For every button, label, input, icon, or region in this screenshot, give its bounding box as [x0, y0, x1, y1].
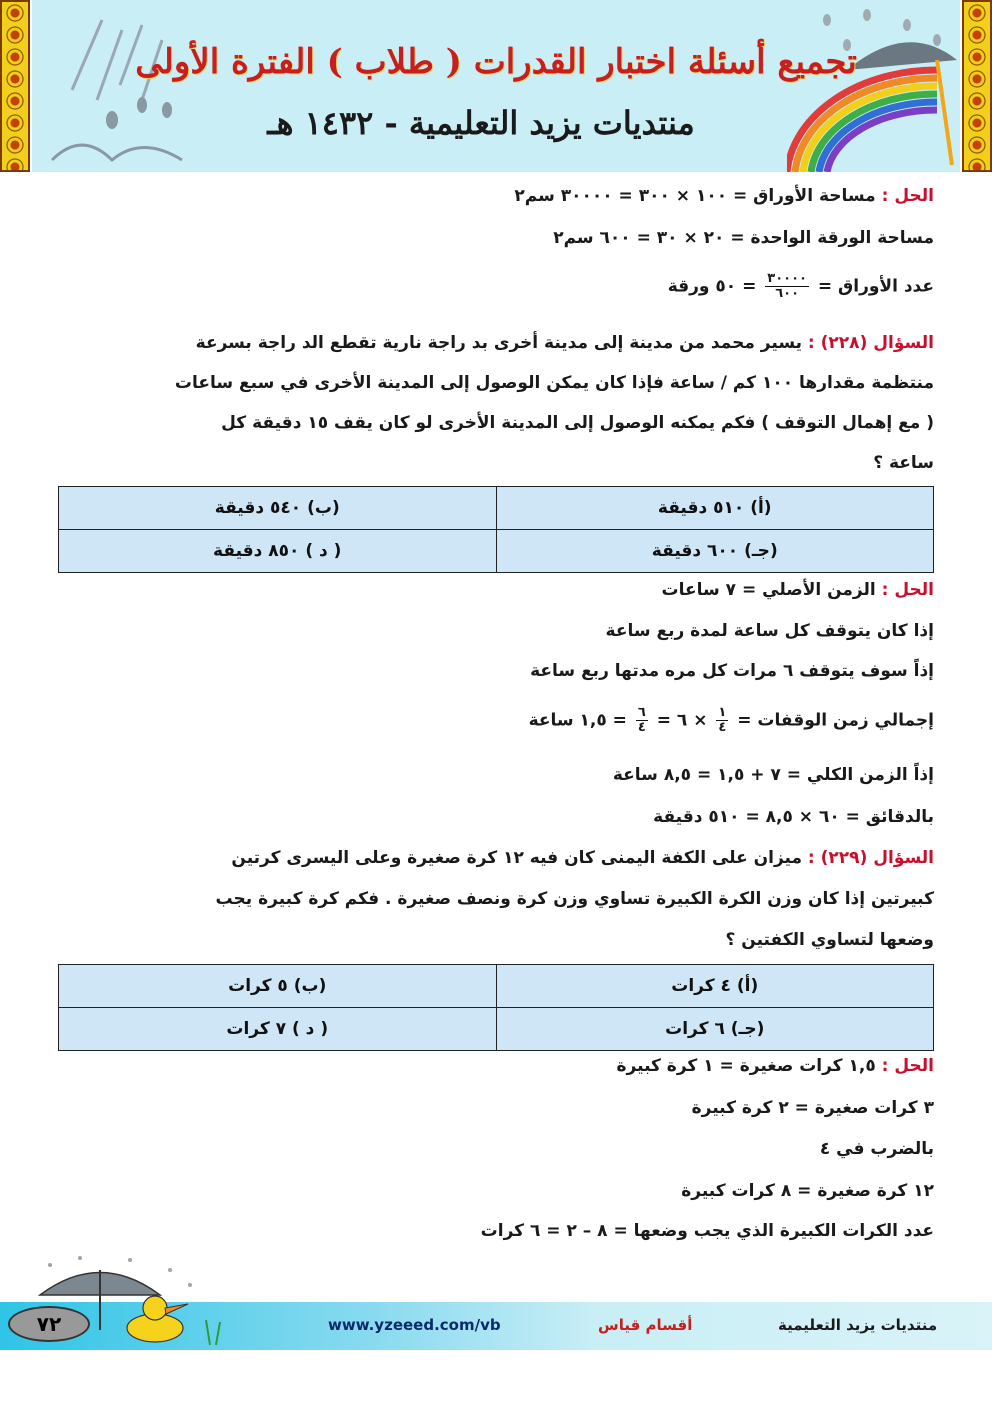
question-label: السؤال (٢٢٨) :: [807, 333, 934, 353]
fraction: $\frac{٣٠٠٠٠}{٦٠٠}$: [767, 271, 807, 301]
solution-line: الحل : ١,٥ كرات صغيرة = ١ كرة كبيرة: [616, 1056, 934, 1076]
solution-line: عدد الأوراق = $\frac{٣٠٠٠٠}{٦٠٠}$ = ٥٠ ورقة: [667, 271, 934, 301]
page-title: تجميع أسئلة اختبار القدرات ( طلاب ) الفترة الأولى: [135, 42, 857, 82]
footer-section-label: أقسام قياس: [598, 1316, 693, 1334]
question-line: منتظمة مقدارها ١٠٠ كم / ساعة فإذا كان يمكن الوصول إلى المدينة الأخرى في سبع ساعات: [174, 373, 934, 393]
rainbow-umbrella-icon: [787, 0, 957, 172]
solution-label: الحل :: [881, 186, 934, 206]
fraction: $\frac{٦}{٤}$: [637, 705, 646, 735]
question-label: السؤال (٢٢٩) :: [807, 848, 934, 868]
header-banner: [32, 0, 960, 172]
option-c[interactable]: (جـ) ٦٠٠ دقيقة: [496, 530, 934, 573]
solution-line: ٣ كرات صغيرة = ٢ كرة كبيرة: [691, 1098, 934, 1118]
solution-line: الحل : مساحة الأوراق = ١٠٠ × ٣٠٠ = ٣٠٠٠٠ سم٢: [514, 186, 934, 206]
solution-line: الحل : الزمن الأصلي = ٧ ساعات: [661, 580, 934, 600]
option-d[interactable]: ( د ) ٧ كرات: [59, 1008, 497, 1051]
option-b[interactable]: (ب) ٥٤٠ دقيقة: [59, 487, 497, 530]
question-line: السؤال (٢٢٨) : يسير محمد من مدينة إلى مدينة أخرى بد راجة نارية تقطع الد راجة بسرعة: [195, 333, 934, 353]
page-header: [0, 0, 992, 180]
rain-splash-icon: [42, 10, 192, 170]
answer-options-table: [58, 486, 934, 573]
solution-line: ١٢ كرة صغيرة = ٨ كرات كبيرة: [681, 1181, 934, 1201]
solution-line: عدد الكرات الكبيرة الذي يجب وضعها = ٨ – ٢ = ٦ كرات: [480, 1221, 934, 1241]
fraction: $\frac{١}{٤}$: [718, 705, 727, 735]
solution-line: بالضرب في ٤: [819, 1139, 934, 1159]
question-line: كبيرتين إذا كان وزن الكرة الكبيرة تساوي وزن كرة ونصف صغيرة . فكم كرة كبيرة يجب: [215, 889, 934, 909]
solution-line: بالدقائق = ٦٠ × ٨,٥ = ٥١٠ دقيقة: [653, 807, 934, 827]
site-url-link[interactable]: www.yzeeed.com/vb: [328, 1316, 501, 1334]
solution-label: الحل :: [881, 580, 934, 600]
option-a[interactable]: (أ) ٥١٠ دقيقة: [496, 487, 934, 530]
solution-line: إذاً سوف يتوقف ٦ مرات كل مره مدتها ربع ساعة: [530, 661, 934, 681]
left-ornament-border: [0, 0, 30, 172]
solution-label: الحل :: [881, 1056, 934, 1076]
question-line: السؤال (٢٢٩) : ميزان على الكفة اليمنى كان فيه ١٢ كرة صغيرة وعلى اليسرى كرتين: [231, 848, 934, 868]
footer-forum-name: منتديات يزيد التعليمية: [778, 1316, 938, 1334]
question-line: ( مع إهمال التوقف ) فكم يمكنه الوصول إلى المدينة الأخرى لو كان يقف ١٥ دقيقة كل: [221, 413, 934, 433]
solution-line: إجمالي زمن الوقفات = $\frac{١}{٤}$ × ٦ = $\frac{٦}{٤}$ = ١,٥ ساعة: [528, 705, 934, 735]
solution-line: إذاً الزمن الكلي = ٧ + ١,٥ = ٨,٥ ساعة: [612, 765, 934, 785]
question-line: وضعها لتساوي الكفتين ؟: [725, 930, 934, 950]
option-d[interactable]: ( د ) ٨٥٠ دقيقة: [59, 530, 497, 573]
right-ornament-border: [962, 0, 992, 172]
page-number: ٧٢: [8, 1306, 90, 1342]
answer-options-table: [58, 964, 934, 1051]
solution-line: مساحة الورقة الواحدة = ٢٠ × ٣٠ = ٦٠٠ سم٢: [553, 228, 934, 248]
solution-line: إذا كان يتوقف كل ساعة لمدة ربع ساعة: [605, 621, 934, 641]
question-line: ساعة ؟: [873, 453, 934, 473]
option-c[interactable]: (جـ) ٦ كرات: [496, 1008, 934, 1051]
page-subtitle: منتديات يزيد التعليمية - ١٤٣٢ هـ: [267, 104, 695, 142]
option-b[interactable]: (ب) ٥ كرات: [59, 965, 497, 1008]
option-a[interactable]: (أ) ٤ كرات: [496, 965, 934, 1008]
